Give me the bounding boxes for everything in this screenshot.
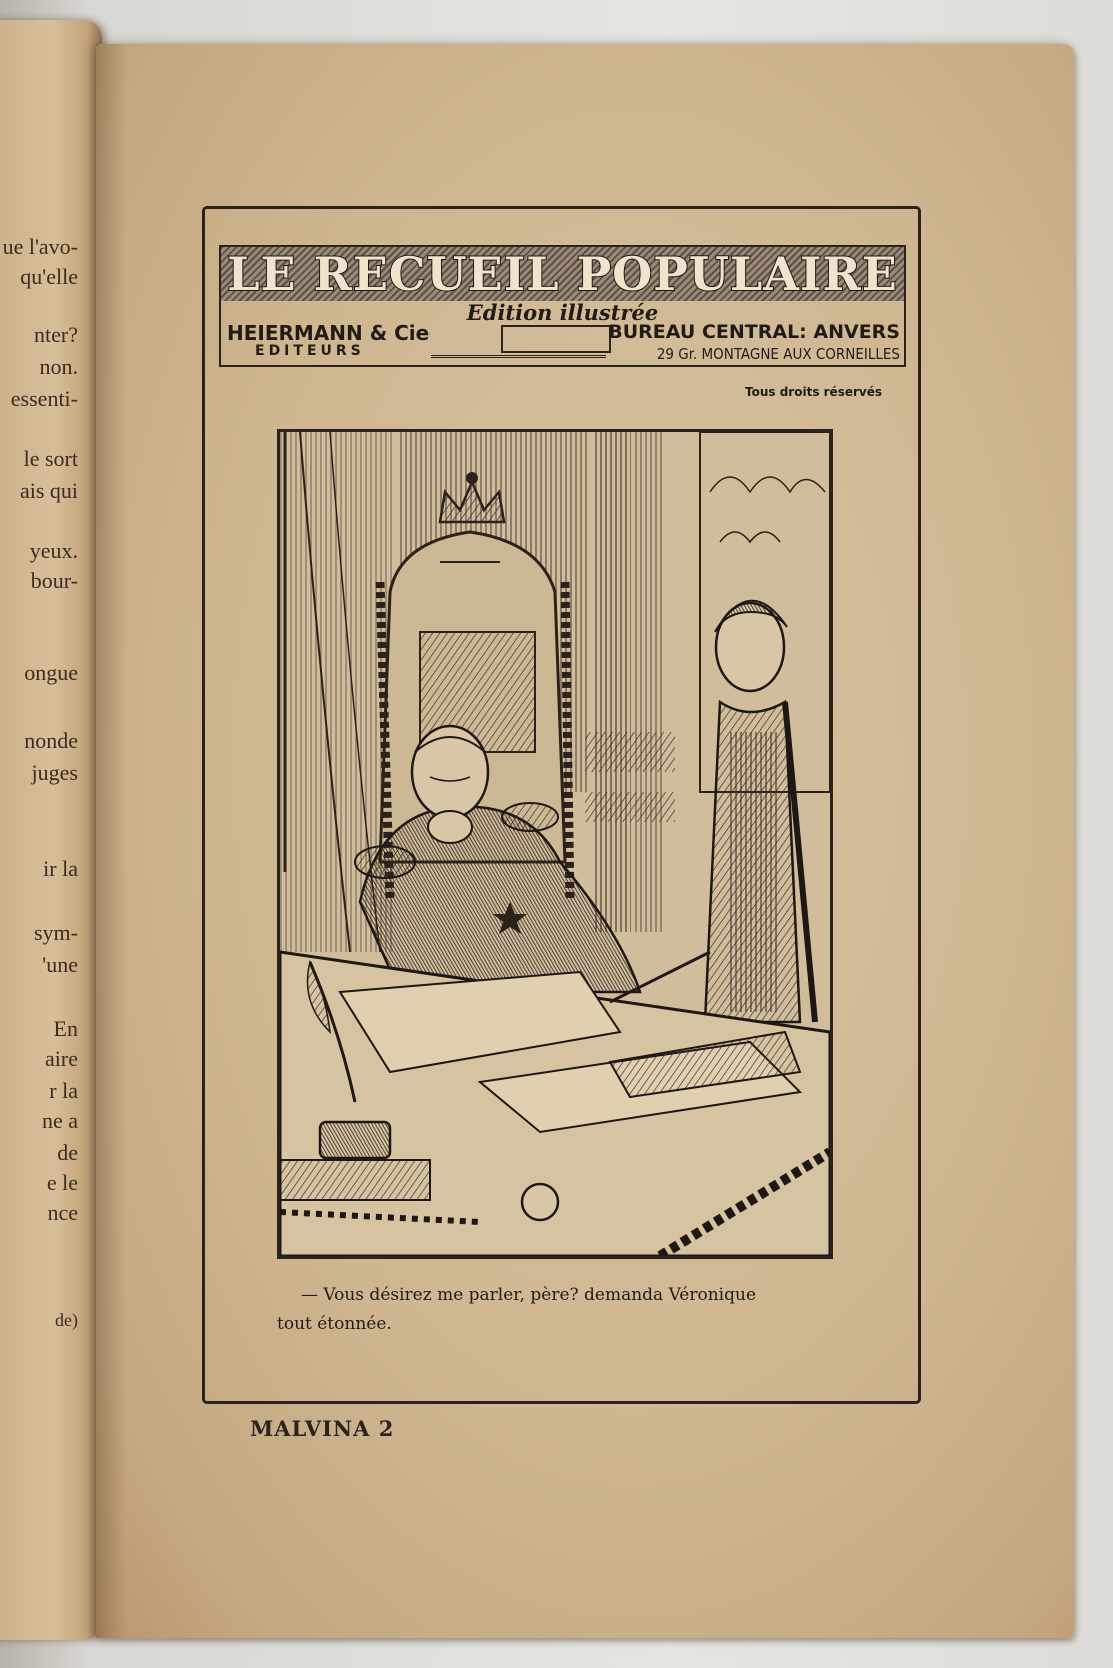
left-page-edge (0, 20, 102, 1640)
edition-label: Edition illustrée (466, 300, 659, 325)
rights-notice: Tous droits réservés (745, 385, 882, 399)
engraving-icon (280, 432, 830, 1256)
plate-frame (202, 206, 921, 1404)
left-page-line: nce (47, 1200, 78, 1225)
left-page-footnote: de) (55, 1310, 78, 1330)
left-page-line: yeux. (29, 538, 78, 563)
publisher-name: HEIERMANN & Cie (227, 321, 430, 345)
left-page-line: non. (39, 354, 78, 379)
left-page-line: bour- (30, 568, 78, 593)
masthead-title: LE RECUEIL POPULAIRE (227, 247, 898, 301)
caption-line-2: tout étonnée. (277, 1314, 392, 1334)
left-page-line: 'une (42, 952, 78, 977)
right-page (96, 44, 1074, 1638)
left-page-line: qu'elle (20, 264, 78, 289)
masthead-rule (431, 355, 606, 358)
signature-footer: MALVINA 2 (250, 1416, 395, 1441)
left-page-line: aire (45, 1046, 78, 1071)
masthead-center-box (501, 325, 611, 353)
bureau-address: 29 Gr. MONTAGNE AUX CORNEILLES (656, 345, 900, 363)
page-spine-shadow (96, 44, 126, 1638)
masthead (219, 245, 906, 367)
left-page-line: juges (31, 760, 78, 785)
left-page-line: le sort (23, 446, 78, 471)
bureau-label: BUREAU CENTRAL: ANVERS (608, 321, 900, 343)
left-page-line: ir la (43, 856, 78, 881)
left-page-line: sym- (34, 920, 78, 945)
left-page-line: de (57, 1140, 78, 1165)
left-page-line: ue l'avo- (2, 234, 78, 259)
left-page-line: r la (49, 1078, 78, 1103)
left-page-line: nter? (34, 322, 78, 347)
title-band (221, 247, 904, 301)
left-page-line: ongue (24, 660, 78, 685)
publisher-role: EDITEURS (255, 343, 365, 359)
caption-line-1: — Vous désirez me parler, père? demanda Véronique (301, 1285, 757, 1305)
left-page-line: ais qui (19, 478, 78, 503)
engraving-illustration (277, 429, 833, 1259)
left-page-line: e le (46, 1170, 78, 1195)
left-page-line: ne a (41, 1108, 78, 1133)
left-page-line: nonde (24, 728, 78, 753)
left-page-line: essenti- (10, 386, 78, 411)
illustration-caption (277, 1281, 837, 1339)
left-page-line: En (53, 1016, 78, 1041)
